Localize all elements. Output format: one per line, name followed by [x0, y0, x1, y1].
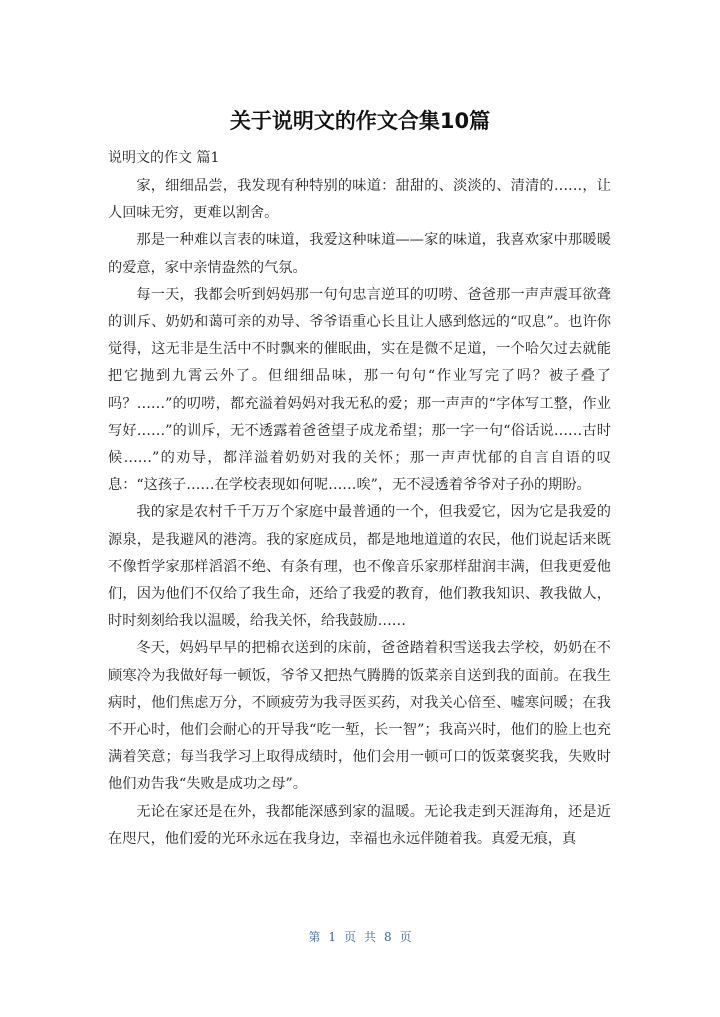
page-number-footer [0, 928, 720, 946]
paragraph-3: 每一天，我都会听到妈妈那一句句忠言逆耳的叨唠、爸爸那一声声震耳欲聋的训斥、奶奶和蔼可亲的劝导、爷爷语重心长且让人感到悠远的“叹息”。也许你觉得，这无非是生活中不时飘来的催眠曲，实在是微不足道，一个哈欠过去就能把它抛到九霄云外了。但细细品味，那一句句“作业写完了吗？被子叠了吗？……”的叨唠，都充溢着妈妈对我无私的爱；那一声声的“字体写工整，作业写好……”的训斥，无不透露着爸爸望子成龙希望；那一字一句“俗话说……古时候……”的劝导，都洋溢着奶奶对我的关怀；那一声声忧郁的自言自语的叹息：“这孩子……在学校表现如何呢……唉”，无不浸透着爷爷对子孙的期盼。 [108, 286, 611, 494]
paragraph-2: 那是一种难以言表的味道，我爱这种味道——家的味道，我喜欢家中那暖暖的爱意，家中亲情盎然的气氛。 [108, 232, 611, 276]
article-body [108, 173, 611, 853]
current-page-number: 1 [328, 930, 336, 944]
paragraph-6: 无论在家还是在外，我都能深感到家的温暖。无论我走到天涯海角，还是近在咫尺，他们爱的光环永远在我身边，幸福也永远伴随着我。真爱无痕，真 [108, 803, 611, 847]
paragraph-1: 家，细细品尝，我发现有种特别的味道：甜甜的、淡淡的、清清的……，让人回味无穷，更难以割舍。 [108, 178, 611, 222]
page-label: 第 [308, 930, 321, 944]
total-pages-number: 8 [384, 930, 392, 944]
page-unit: 页 [343, 930, 356, 944]
section-heading: 说明文的作文 篇1 [108, 150, 220, 166]
document-title: 关于说明文的作文合集10篇 [229, 109, 491, 133]
total-unit: 页 [399, 930, 412, 944]
total-label: 共 [364, 930, 377, 944]
paragraph-4: 我的家是农村千千万万个家庭中最普通的一个，但我爱它，因为它是我爱的源泉，是我避风的港湾。我的家庭成员，都是地地道道的农民，他们说起话来既不像哲学家那样滔滔不绝、有条有理，也不像音乐家那样甜润丰满，但我更爱他们，因为他们不仅给了我生命，还给了我爱的教育，他们教我知识、教我做人，时时刻刻给我以温暖，给我关怀，给我鼓励…… [108, 504, 611, 630]
paragraph-5: 冬天，妈妈早早的把棉衣送到的床前，爸爸踏着积雪送我去学校，奶奶在不顾寒冷为我做好每一顿饭，爷爷又把热气腾腾的饭菜亲自送到我的面前。在我生病时，他们焦虑万分，不顾疲劳为我寻医买药，对我关心倍至、嘘寒问暖；在我不开心时，他们会耐心的开导我“吃一堑，长一智”；我高兴时，他们的脸上也充满着笑意；每当我学习上取得成绩时，他们会用一顿可口的饭菜褒奖我，失败时他们劝告我“失败是成功之母”。 [108, 640, 611, 793]
